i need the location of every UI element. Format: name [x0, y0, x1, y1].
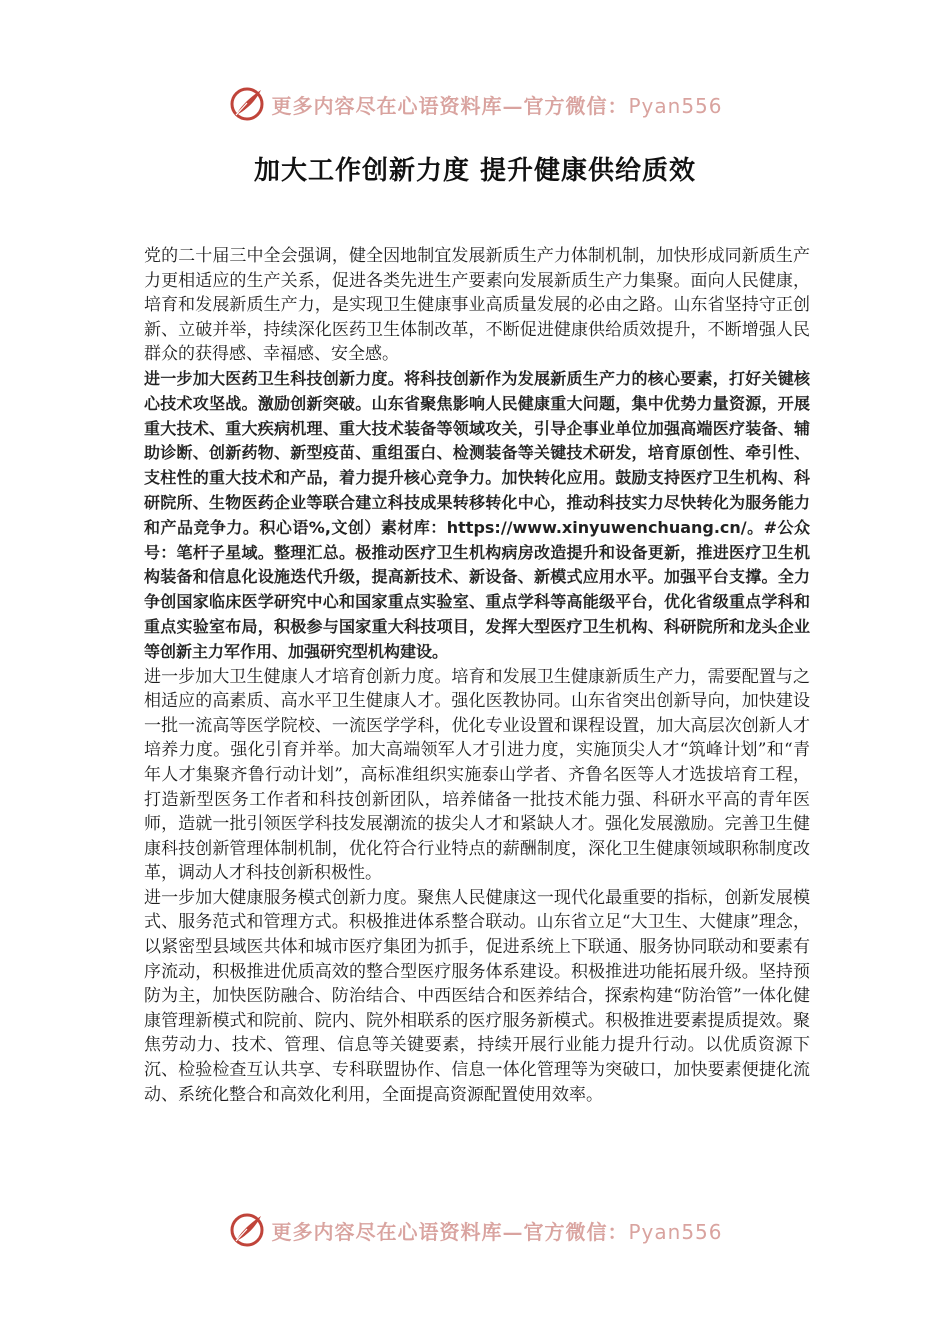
banner-text: 更多内容尽在心语资料库—官方微信：Pyan556: [271, 1219, 723, 1244]
banner-handle: Pyan556: [628, 1219, 723, 1244]
paragraph-service-model: 进一步加大健康服务模式创新力度。聚焦人民健康这一现代化最重要的指标，创新发展模式、服务范式和管理方式。积极推进体系整合联动。山东省立足“大卫生、大健康”理念，以紧密型县域医共体和城市医疗集团为抓手，促进系统上下联通、服务协同联动和要素有序流动，积极推进优质高效的整合型医疗服务体系建设。积极推进功能拓展升级。坚持预防为主，加快医防融合、防治结合、中西医结合和医养结合，探索构建“防治管”一体化健康管理新模式和院前、院内、院外相联系的医疗服务新模式。积极推进要素提质提效。聚焦劳动力、技术、管理、信息等关键要素，持续开展行业能力提升行动。以优质资源下沉、检验检查互认共享、专科联盟协作、信息一体化管理等为突破口，加快要素便捷化流动、系统化整合和高效化利用，全面提高资源配置使用效率。: [144, 887, 810, 1105]
paragraph-tech-innovation: 进一步加大医药卫生科技创新力度。将科技创新作为发展新质生产力的核心要素，打好关键核心技术攻坚战。激励创新突破。山东省聚焦影响人民健康重大问题，集中优势力量资源，开展重大技术、重大疾病机理、重大技术装备等领域攻关，引导企事业单位加强高端医疗装备、辅助诊断、创新药物、新型疫苗、重组蛋白、检测装备等关键技术研发，培育原创性、牵引性、支柱性的重大技术和产品，着力提升核心竞争力。加快转化应用。鼓励支持医疗卫生机构、科研院所、生物医药企业等联合建立科技成果转移转化中心，推动科技实力尽快转化为服务能力和产品竞争力。积心语%,文创）素材库：https://www.xinyuwenchuang.cn/。#公众号：笔杆子星域。整理汇总。极推动医疗卫生机构病房改造提升和设备更新，推进医疗卫生机构装备和信息化设施迭代升级，提高新技术、新设备、新模式应用水平。加强平台支撑。全力争创国家临床医学研究中心和国家重点实验室、重点学科等高能级平台，优化省级重点学科和重点实验室布局，积极参与国家重大科技项目，发挥大型医疗卫生机构、科研院所和龙头企业等创新主力军作用、加强研究型机构建设。: [144, 368, 810, 661]
page-title: 加大工作创新力度 提升健康供给质效: [253, 156, 697, 186]
quill-pen-logo-icon: [227, 1210, 267, 1250]
paragraph-talent-cultivation: 进一步加大卫生健康人才培育创新力度。培育和发展卫生健康新质生产力，需要配置与之相适应的高素质、高水平卫生健康人才。强化医教协同。山东省突出创新导向，加快建设一批一流高等医学院校、一流医学学科，优化专业设置和课程设置，加大高层次创新人才培养力度。强化引育并举。加大高端领军人才引进力度，实施顶尖人才“筑峰计划”和“青年人才集聚齐鲁行动计划”，高标准组织实施泰山学者、齐鲁名医等人才选拔培育工程，打造新型医务工作者和科技创新团队，培养储备一批技术能力强、科研水平高的青年医师，造就一批引领医学科技发展潮流的拔尖人才和紧缺人才。强化发展激励。完善卫生健康科技创新管理体制机制，优化符合行业特点的薪酬制度，深化卫生健康领域职称制度改革，调动人才科技创新积极性。: [144, 666, 810, 884]
article-body: [144, 244, 810, 1107]
footer-banner: [0, 1208, 950, 1252]
banner-text: 更多内容尽在心语资料库—官方微信：Pyan556: [271, 93, 723, 118]
banner-handle: Pyan556: [628, 93, 723, 118]
header-banner: [0, 82, 950, 126]
paragraph-intro: 党的二十届三中全会强调，健全因地制宜发展新质生产力体制机制，加快形成同新质生产力更相适应的生产关系，促进各类先进生产要素向发展新质生产力集聚。面向人民健康，培育和发展新质生产力，是实现卫生健康事业高质量发展的必由之路。山东省坚持守正创新、立破并举，持续深化医药卫生体制改革，不断促进健康供给质效提升，不断增强人民群众的获得感、幸福感、安全感。: [144, 246, 810, 365]
quill-pen-logo-icon: [227, 84, 267, 124]
